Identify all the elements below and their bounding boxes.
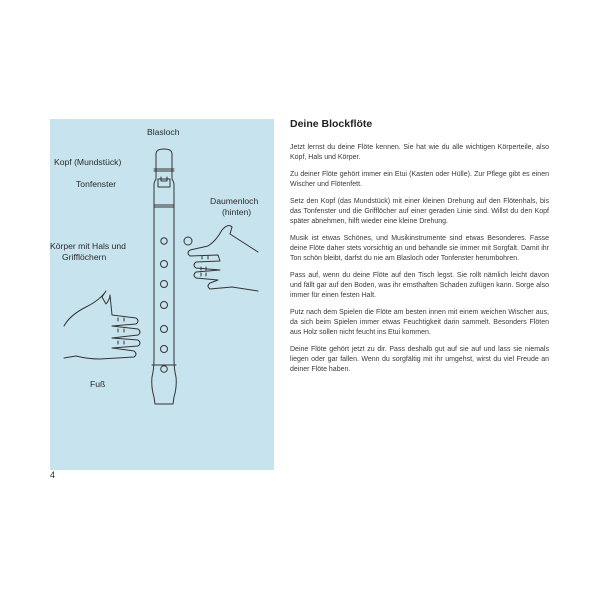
label-daumenloch-line2: (hinten) (222, 207, 252, 217)
finger-hole (161, 238, 167, 244)
finger-hole (161, 281, 168, 288)
window-opening (158, 179, 170, 187)
recorder-illustration (50, 119, 274, 470)
recorder-diagram (50, 119, 274, 470)
label-kopf: Kopf (Mundstück) (54, 157, 122, 167)
finger-hole (161, 346, 168, 353)
finger-hole (161, 366, 168, 373)
label-koerper-line2: Grifflöchern (62, 252, 107, 262)
finger-hole (161, 302, 168, 309)
label-koerper-line1: Körper mit Hals und (50, 241, 126, 251)
paragraph: Pass auf, wenn du deine Flöte auf den Tisch legst. Sie rollt nämlich leicht davon und fällt gar auf den Boden, was ihr ernsthaften Schaden zufügen kann. Sorge also immer für einen festen Halt. (290, 272, 549, 299)
paragraph: Zu deiner Flöte gehört immer ein Etui (Kasten oder Hülle). Zur Pflege gibt es einen Wischer und Flötenfett. (290, 171, 549, 188)
page-number: 4 (50, 470, 56, 480)
paragraph: Deine Flöte gehört jetzt zu dir. Pass deshalb gut auf sie auf und lass sie niemals liegen oder gar fallen. Wenn du sorgfältig mit ihr umgehst, wirst du viel Freude an deiner Flöte haben. (290, 346, 549, 373)
left-hand (64, 291, 140, 359)
left-hand-nails (118, 318, 124, 344)
right-hand (188, 226, 258, 291)
label-fuss: Fuß (90, 379, 106, 389)
finger-hole (161, 326, 168, 333)
right-hand-nails (201, 256, 208, 276)
paragraph: Jetzt lernst du deine Flöte kennen. Sie hat wie du alle wichtigen Körperteile, also Kopf, Hals und Körper. (290, 144, 549, 161)
paragraph: Putz nach dem Spielen die Flöte am besten innen mit einem weichen Wischer aus, da sich beim Spielen immer etwas Feuchtigkeit darin sammelt. Besonders Flöten aus Holz sollen nicht feucht ins Etui kommen. (290, 309, 549, 336)
label-blasloch: Blasloch (147, 127, 180, 137)
thumb-hole (184, 237, 192, 245)
page-title: Deine Blockflöte (290, 118, 373, 130)
paragraph: Setz den Kopf (das Mundstück) mit einer kleinen Drehung auf den Flötenhals, bis das Tonfenster und die Grifflöcher auf einer geraden Linie sind. Willst du den Kopf später abnehmen, hilft wieder eine kleine Drehung. (290, 198, 549, 225)
label-daumenloch-line1: Daumenloch (210, 196, 259, 206)
paragraph: Musik ist etwas Schönes, und Musikinstrumente sind etwas Besonderes. Fasse deine Flöte daher stets vorsichtig an und behandle sie immer mit Sorgfalt. Damit ihr Ton schön bleibt, darfst du nie am Blasloch oder Tonfenster herumbohren. (290, 235, 549, 262)
finger-hole (161, 261, 168, 268)
text-column (290, 118, 549, 382)
label-tonfenster: Tonfenster (76, 179, 117, 189)
